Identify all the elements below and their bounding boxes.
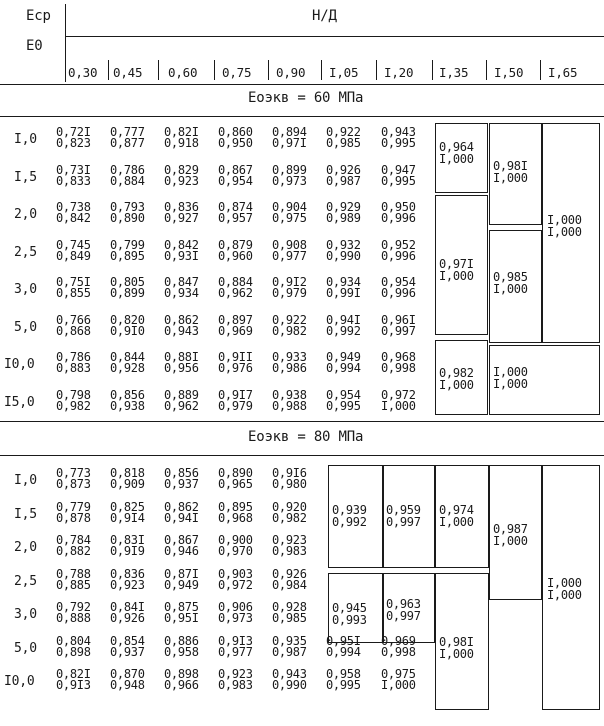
cell-value: 0,9I4 xyxy=(110,510,145,525)
cell-value: 0,875 xyxy=(164,600,199,614)
e0-label: E0 xyxy=(26,38,43,54)
cell-value: 0,954 xyxy=(218,173,253,188)
cell-value: 0,948 xyxy=(110,678,145,692)
cell-value: 0,882 xyxy=(56,544,91,558)
cell-value: 0,926 xyxy=(326,162,361,177)
cell-value: 0,997 xyxy=(381,323,416,338)
row-label: 5,0 xyxy=(14,319,37,335)
cell-value: 0,923 xyxy=(110,577,145,592)
cell-value: 0,804 xyxy=(56,633,91,648)
cell-value: 0,773 xyxy=(56,466,91,480)
col-header: I,65 xyxy=(548,65,578,80)
cell-value: 0,992 xyxy=(326,323,361,338)
cell-value: 0,766 xyxy=(56,312,91,327)
cell-value: 0,950 xyxy=(218,136,253,150)
cell-value: 0,9I3 xyxy=(56,678,91,692)
cell-value: 0,870 xyxy=(110,667,145,681)
cell-value: 0,970 xyxy=(218,544,253,558)
col-header: I,20 xyxy=(384,65,414,80)
cell-value: 0,900 xyxy=(218,533,253,547)
value-box: 0,98I I,000 xyxy=(435,573,489,710)
col-header: 0,60 xyxy=(168,65,198,80)
cell-value: 0,982 xyxy=(272,510,307,525)
cell-value: 0,988 xyxy=(272,398,307,413)
value-box: 0,985 I,000 xyxy=(489,230,542,343)
cell-value: 0,877 xyxy=(110,136,145,150)
cell-value: 0,904 xyxy=(272,200,307,214)
row-label: 5,0 xyxy=(14,640,37,656)
cell-value: 0,88I xyxy=(164,350,199,364)
cell-value: 0,990 xyxy=(326,248,361,263)
cell-value: 0,99I xyxy=(326,286,361,300)
cell-value: 0,82I xyxy=(164,125,199,139)
cell-value: 0,977 xyxy=(272,248,307,263)
cell-value: 0,927 xyxy=(164,211,199,225)
cell-value: I,000 xyxy=(381,398,416,413)
cell-value: 0,878 xyxy=(56,510,91,525)
cell-value: 0,996 xyxy=(381,248,416,263)
cell-value: 0,995 xyxy=(381,136,416,150)
cell-value: 0,962 xyxy=(164,398,199,413)
value-box: 0,963 0,997 xyxy=(383,573,435,643)
cell-value: 0,9I2 xyxy=(272,275,307,289)
row-label: 2,0 xyxy=(14,540,37,555)
cell-value: 0,833 xyxy=(56,173,91,188)
cell-value: 0,969 xyxy=(381,633,416,648)
cell-value: 0,956 xyxy=(164,361,199,375)
col-header: 0,90 xyxy=(276,65,306,80)
divider xyxy=(0,116,604,117)
cell-value: 0,926 xyxy=(272,566,307,581)
cell-value: 0,983 xyxy=(218,678,253,692)
cell-value: 0,889 xyxy=(164,387,199,402)
cell-value: 0,965 xyxy=(218,477,253,491)
cell-value: 0,943 xyxy=(272,667,307,681)
cell-value: 0,957 xyxy=(218,211,253,225)
divider xyxy=(0,84,604,85)
cell-value: 0,94I xyxy=(164,510,199,525)
value-box: 0,982 I,000 xyxy=(435,340,488,415)
cell-value: 0,862 xyxy=(164,312,199,327)
cell-value: 0,93I xyxy=(164,248,199,263)
cell-value: 0,935 xyxy=(272,633,307,648)
cell-value: 0,920 xyxy=(272,499,307,514)
cell-value: 0,738 xyxy=(56,200,91,214)
cell-value: 0,950 xyxy=(381,200,416,214)
cell-value: 0,998 xyxy=(381,361,416,375)
cell-value: 0,84I xyxy=(110,600,145,614)
cell-value: 0,75I xyxy=(56,275,91,289)
cell-value: 0,938 xyxy=(272,387,307,402)
divider xyxy=(0,455,604,456)
cell-value: 0,973 xyxy=(218,611,253,625)
row-label: I5,0 xyxy=(4,394,35,410)
cell-value: 0,968 xyxy=(381,350,416,364)
cell-value: 0,995 xyxy=(326,678,361,692)
cell-value: 0,985 xyxy=(326,136,361,150)
cell-value: 0,9I0 xyxy=(110,323,145,338)
section-title: Eоэкв = 80 МПа xyxy=(248,429,364,445)
cell-value: 0,898 xyxy=(56,644,91,659)
cell-value: 0,947 xyxy=(381,162,416,177)
cell-value: 0,847 xyxy=(164,275,199,289)
cell-value: 0,836 xyxy=(164,200,199,214)
cell-value: 0,745 xyxy=(56,237,91,252)
cell-value: 0,918 xyxy=(164,136,199,150)
cell-value: 0,982 xyxy=(56,398,91,413)
divider xyxy=(0,421,604,422)
cell-value: 0,987 xyxy=(326,173,361,188)
cell-value: 0,958 xyxy=(326,667,361,681)
value-box: I,000 I,000 xyxy=(489,345,600,415)
row-label: I,5 xyxy=(14,169,37,185)
cell-value: 0,928 xyxy=(272,600,307,614)
row-label: I0,0 xyxy=(4,357,35,372)
cell-value: 0,873 xyxy=(56,477,91,491)
cell-value: 0,928 xyxy=(110,361,145,375)
col-header: 0,75 xyxy=(222,65,252,80)
cell-value: 0,923 xyxy=(272,533,307,547)
cell-value: 0,934 xyxy=(326,275,361,289)
row-label: 3,0 xyxy=(14,607,37,622)
col-header: 0,30 xyxy=(68,65,98,80)
cell-value: 0,849 xyxy=(56,248,91,263)
cell-value: 0,977 xyxy=(218,644,253,659)
value-box: 0,939 0,992 xyxy=(328,465,383,568)
cell-value: 0,829 xyxy=(164,162,199,177)
cell-value: 0,996 xyxy=(381,211,416,225)
cell-value: 0,886 xyxy=(164,633,199,648)
col-header: I,35 xyxy=(439,65,469,80)
value-box: I,000 I,000 xyxy=(542,123,600,343)
cell-value: 0,788 xyxy=(56,566,91,581)
cell-value: 0,894 xyxy=(272,125,307,139)
cell-value: 0,823 xyxy=(56,136,91,150)
cell-value: 0,922 xyxy=(326,125,361,139)
cell-value: 0,879 xyxy=(218,237,253,252)
cell-value: 0,985 xyxy=(272,611,307,625)
cell-value: 0,994 xyxy=(326,361,361,375)
row-label: I0,0 xyxy=(4,674,35,689)
cell-value: 0,9II xyxy=(218,350,253,364)
cell-value: 0,946 xyxy=(164,544,199,558)
cell-value: 0,844 xyxy=(110,350,145,364)
cell-value: 0,73I xyxy=(56,162,91,177)
cell-value: 0,94I xyxy=(326,312,361,327)
row-label: 3,0 xyxy=(14,282,37,297)
cell-value: 0,973 xyxy=(272,173,307,188)
cell-value: 0,932 xyxy=(326,237,361,252)
row-label: 2,5 xyxy=(14,244,37,260)
cell-value: 0,836 xyxy=(110,566,145,581)
cell-value: 0,934 xyxy=(164,286,199,300)
row-label: I,0 xyxy=(14,473,37,488)
value-box: 0,98I I,000 xyxy=(489,123,542,225)
cell-value: 0,799 xyxy=(110,237,145,252)
ecp-label: Eср xyxy=(26,8,51,24)
value-box: 0,987 I,000 xyxy=(489,465,542,600)
cell-value: 0,97I xyxy=(272,136,307,150)
cell-value: 0,996 xyxy=(381,286,416,300)
cell-value: 0,998 xyxy=(381,644,416,659)
cell-value: 0,958 xyxy=(164,644,199,659)
cell-value: 0,937 xyxy=(164,477,199,491)
cell-value: 0,885 xyxy=(56,577,91,592)
cell-value: 0,888 xyxy=(56,611,91,625)
section-title: Eоэкв = 60 МПа xyxy=(248,90,364,106)
cell-value: 0,798 xyxy=(56,387,91,402)
cell-value: 0,982 xyxy=(272,323,307,338)
row-label: I,0 xyxy=(14,132,37,147)
cell-value: 0,9I3 xyxy=(218,633,253,648)
cell-value: 0,895 xyxy=(218,499,253,514)
cell-value: 0,884 xyxy=(218,275,253,289)
col-header: I,05 xyxy=(329,65,359,80)
value-box: 0,974 I,000 xyxy=(435,465,489,568)
cell-value: 0,908 xyxy=(272,237,307,252)
cell-value: 0,818 xyxy=(110,466,145,480)
cell-value: 0,9I7 xyxy=(218,387,253,402)
cell-value: 0,966 xyxy=(164,678,199,692)
row-label: 2,5 xyxy=(14,573,37,589)
cell-value: 0,784 xyxy=(56,533,91,547)
cell-value: 0,82I xyxy=(56,667,91,681)
cell-value: 0,949 xyxy=(164,577,199,592)
cell-value: 0,856 xyxy=(164,466,199,480)
cell-value: 0,883 xyxy=(56,361,91,375)
cell-value: 0,9I9 xyxy=(110,544,145,558)
value-box: I,000 I,000 xyxy=(542,465,600,710)
cell-value: 0,867 xyxy=(218,162,253,177)
row-label: 2,0 xyxy=(14,207,37,222)
cell-value: 0,938 xyxy=(110,398,145,413)
row-label: I,5 xyxy=(14,506,37,522)
cell-value: 0,855 xyxy=(56,286,91,300)
cell-value: 0,903 xyxy=(218,566,253,581)
cell-value: 0,979 xyxy=(218,398,253,413)
cell-value: 0,854 xyxy=(110,633,145,648)
cell-value: 0,884 xyxy=(110,173,145,188)
cell-value: 0,979 xyxy=(272,286,307,300)
cell-value: 0,890 xyxy=(218,466,253,480)
cell-value: 0,929 xyxy=(326,200,361,214)
cell-value: 0,72I xyxy=(56,125,91,139)
cell-value: 0,895 xyxy=(110,248,145,263)
cell-value: 0,777 xyxy=(110,125,145,139)
cell-value: 0,976 xyxy=(218,361,253,375)
cell-value: 0,990 xyxy=(272,678,307,692)
cell-value: 0,842 xyxy=(56,211,91,225)
cell-value: 0,952 xyxy=(381,237,416,252)
cell-value: 0,874 xyxy=(218,200,253,214)
cell-value: 0,995 xyxy=(381,173,416,188)
cell-value: 0,899 xyxy=(110,286,145,300)
cell-value: 0,987 xyxy=(272,644,307,659)
cell-value: 0,786 xyxy=(56,350,91,364)
cell-value: 0,860 xyxy=(218,125,253,139)
cell-value: 0,890 xyxy=(110,211,145,225)
cell-value: 0,87I xyxy=(164,566,199,581)
cell-value: 0,943 xyxy=(164,323,199,338)
cell-value: 0,962 xyxy=(218,286,253,300)
cell-value: 0,954 xyxy=(381,275,416,289)
cell-value: 0,96I xyxy=(381,312,416,327)
cell-value: 0,95I xyxy=(326,633,361,648)
cell-value: 0,897 xyxy=(218,312,253,327)
value-box: 0,964 I,000 xyxy=(435,123,488,193)
cell-value: 0,923 xyxy=(218,667,253,681)
cell-value: 0,867 xyxy=(164,533,199,547)
cell-value: 0,9I6 xyxy=(272,466,307,480)
cell-value: 0,909 xyxy=(110,477,145,491)
cell-value: 0,922 xyxy=(272,312,307,327)
cell-value: 0,937 xyxy=(110,644,145,659)
cell-value: 0,926 xyxy=(110,611,145,625)
cell-value: 0,980 xyxy=(272,477,307,491)
cell-value: 0,986 xyxy=(272,361,307,375)
col-header: I,50 xyxy=(494,65,524,80)
cell-value: 0,984 xyxy=(272,577,307,592)
cell-value: 0,983 xyxy=(272,544,307,558)
cell-value: 0,943 xyxy=(381,125,416,139)
cell-value: 0,825 xyxy=(110,499,145,514)
cell-value: 0,95I xyxy=(164,611,199,625)
cell-value: 0,923 xyxy=(164,173,199,188)
cell-value: 0,933 xyxy=(272,350,307,364)
cell-value: 0,899 xyxy=(272,162,307,177)
cell-value: 0,856 xyxy=(110,387,145,402)
cell-value: 0,994 xyxy=(326,644,361,659)
value-box: 0,97I I,000 xyxy=(435,195,488,335)
cell-value: 0,906 xyxy=(218,600,253,614)
cell-value: I,000 xyxy=(381,678,416,692)
value-box: 0,945 0,993 xyxy=(328,573,383,643)
cell-value: 0,786 xyxy=(110,162,145,177)
cell-value: 0,975 xyxy=(272,211,307,225)
cell-value: 0,989 xyxy=(326,211,361,225)
cell-value: 0,820 xyxy=(110,312,145,327)
cell-value: 0,995 xyxy=(326,398,361,413)
cell-value: 0,862 xyxy=(164,499,199,514)
cell-value: 0,968 xyxy=(218,510,253,525)
cell-value: 0,779 xyxy=(56,499,91,514)
cell-value: 0,793 xyxy=(110,200,145,214)
cell-value: 0,842 xyxy=(164,237,199,252)
cell-value: 0,972 xyxy=(381,387,416,402)
cell-value: 0,949 xyxy=(326,350,361,364)
cell-value: 0,868 xyxy=(56,323,91,338)
value-box: 0,959 0,997 xyxy=(383,465,435,568)
cell-value: 0,898 xyxy=(164,667,199,681)
cell-value: 0,975 xyxy=(381,667,416,681)
cell-value: 0,792 xyxy=(56,600,91,614)
cell-value: 0,972 xyxy=(218,577,253,592)
cell-value: 0,969 xyxy=(218,323,253,338)
col-header: 0,45 xyxy=(113,65,143,80)
cell-value: 0,960 xyxy=(218,248,253,263)
cell-value: 0,83I xyxy=(110,533,145,547)
cell-value: 0,805 xyxy=(110,275,145,289)
hd-label: Н/Д xyxy=(312,8,337,24)
cell-value: 0,954 xyxy=(326,387,361,402)
